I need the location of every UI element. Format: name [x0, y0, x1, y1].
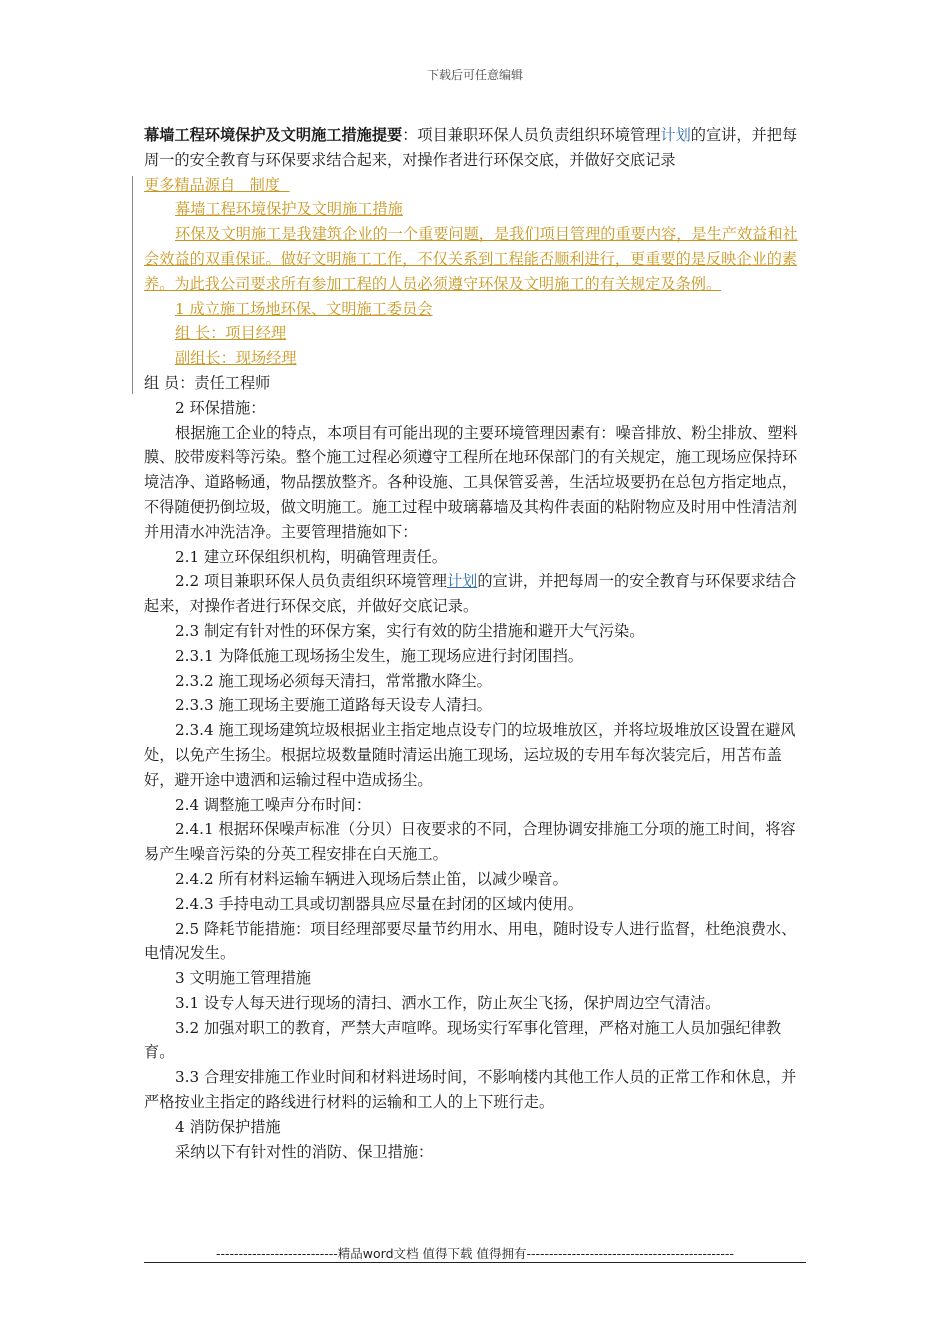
gold-paragraph[interactable]: 环保及文明施工是我建筑企业的一个重要问题，是我们项目管理的重要内容，是生产效益和社会效益的双重保证。做好文明施工工作，不仅关系到工程能否顺利进行，更重要的是反映企业的素养。为此我公司要求所有参加工程的人员必须遵守环保及文明施工的有关规定及条例。 [144, 225, 798, 293]
item-2-4-2: 2.4.2 所有材料运输车辆进入现场后禁止笛，以减少噪音。 [175, 869, 568, 888]
section-4-heading: 4 消防保护措施 [175, 1117, 281, 1136]
item-2-2 [144, 569, 808, 619]
section-4-intro: 采纳以下有针对性的消防、保卫措施： [175, 1142, 434, 1161]
item-3-1: 3.1 设专人每天进行现场的清扫、洒水工作，防止灰尘飞扬，保护周边空气清洁。 [175, 993, 721, 1012]
summary-title: 幕墙工程环境保护及文明施工措施提要 [144, 126, 403, 144]
gold-item-committee[interactable]: 1 成立施工场地环保、文明施工委员会 [175, 299, 433, 318]
item-2-3: 2.3 制定有针对性的环保方案，实行有效的防尘措施和避开大气污染。 [175, 621, 645, 640]
item-3-2: 3.2 加强对职工的教育，严禁大声喧哗。现场实行军事化管理，严格对施工人员加强纪律教育。 [144, 1018, 782, 1062]
item-2-2-text-b: 的宣讲，并把每周一的安全教育与环保要求结合起来，对操作者进行环保交底，并做好交底记录。 [144, 572, 797, 616]
footer-text: ---------------------------精品word文档 值得下载 值得拥有---------------------------------------------- [216, 1246, 734, 1261]
item-2-3-2: 2.3.2 施工现场必须每天清扫，常常撒水降尘。 [175, 671, 492, 690]
document-body [144, 123, 808, 1164]
gold-source-line[interactable]: 更多精品源自 制度 [144, 175, 290, 194]
item-2-4-1: 2.4.1 根据环保噪声标准（分贝）日夜要求的不同，合理协调安排施工分项的施工时间，将容易产生噪音污染的分英工程安排在白天施工。 [144, 820, 796, 864]
section-3-heading: 3 文明施工管理措施 [175, 969, 311, 988]
footer-rule [144, 1262, 806, 1263]
item-3-3: 3.3 合理安排施工作业时间和材料进场时间，不影响楼内其他工作人员的正常工作和休息，并严格按业主指定的路线进行材料的运输和工人的上下班行走。 [144, 1068, 797, 1112]
item-2-4: 2.4 调整施工噪声分布时间： [175, 795, 372, 814]
item-2-1: 2.1 建立环保组织机构，明确管理责任。 [175, 547, 447, 566]
item-2-2-text-a: 2.2 项目兼职环保人员负责组织环境管理 [175, 572, 447, 591]
plan-link-2[interactable]: 计划 [446, 572, 478, 591]
item-2-3-3: 2.3.3 施工现场主要施工道路每天设专人清扫。 [175, 696, 492, 715]
gold-item-leader[interactable]: 组 长：项目经理 [175, 324, 287, 343]
member-line: 组 员：责任工程师 [144, 373, 271, 392]
item-2-5: 2.5 降耗节能措施：项目经理部要尽量节约用水、用电，随时设专人进行监督，杜绝浪费水、电情况发生。 [144, 919, 797, 963]
section-2-intro: 根据施工企业的特点，本项目有可能出现的主要环境管理因素有：噪音排放、粉尘排放、塑料膜、胶带废料等污染。整个施工过程必须遵守工程所在地环保部门的有关规定，施工现场应保持环境洁净、道路畅通，物品摆放整齐。各种设施、工具保管妥善，生活垃圾要扔在总包方指定地点，不得随便扔倒垃圾，做文明施工。施工过程中玻璃幕墙及其构件表面的粘附物应及时用中性清洁剂并用清水冲洗洁净。主要管理措施如下： [144, 423, 798, 541]
summary-paragraph [144, 123, 808, 173]
item-2-3-4: 2.3.4 施工现场建筑垃圾根据业主指定地点设专门的垃圾堆放区，并将垃圾堆放区设置在避风处，以免产生扬尘。根据垃圾数量随时清运出施工现场，运垃圾的专用车每次装完后，用苫布盖好，避开途中遗洒和运输过程中造成扬尘。 [144, 721, 796, 789]
section-2-heading: 2 环保措施： [175, 398, 266, 417]
margin-change-bar [132, 176, 133, 394]
summary-colon: ： [402, 126, 418, 144]
plan-link[interactable]: 计划 [660, 126, 691, 144]
gold-heading[interactable]: 幕墙工程环境保护及文明施工措施 [175, 200, 403, 219]
item-2-3-1: 2.3.1 为降低施工现场扬尘发生，施工现场应进行封闭围挡。 [175, 646, 583, 665]
summary-text-a: 项目兼职环保人员负责组织环境管理 [417, 126, 661, 144]
page-header: 下载后可任意编辑 [426, 68, 523, 82]
item-2-4-3: 2.4.3 手持电动工具或切割器具应尽量在封闭的区域内使用。 [175, 894, 583, 913]
summary-text-b: 的宣讲，并把每周一的安全教育与环保要求结合起来，对操作者进行环保交底，并做好交底记录 [144, 126, 798, 169]
gold-item-deputy[interactable]: 副组长：现场经理 [175, 349, 297, 368]
